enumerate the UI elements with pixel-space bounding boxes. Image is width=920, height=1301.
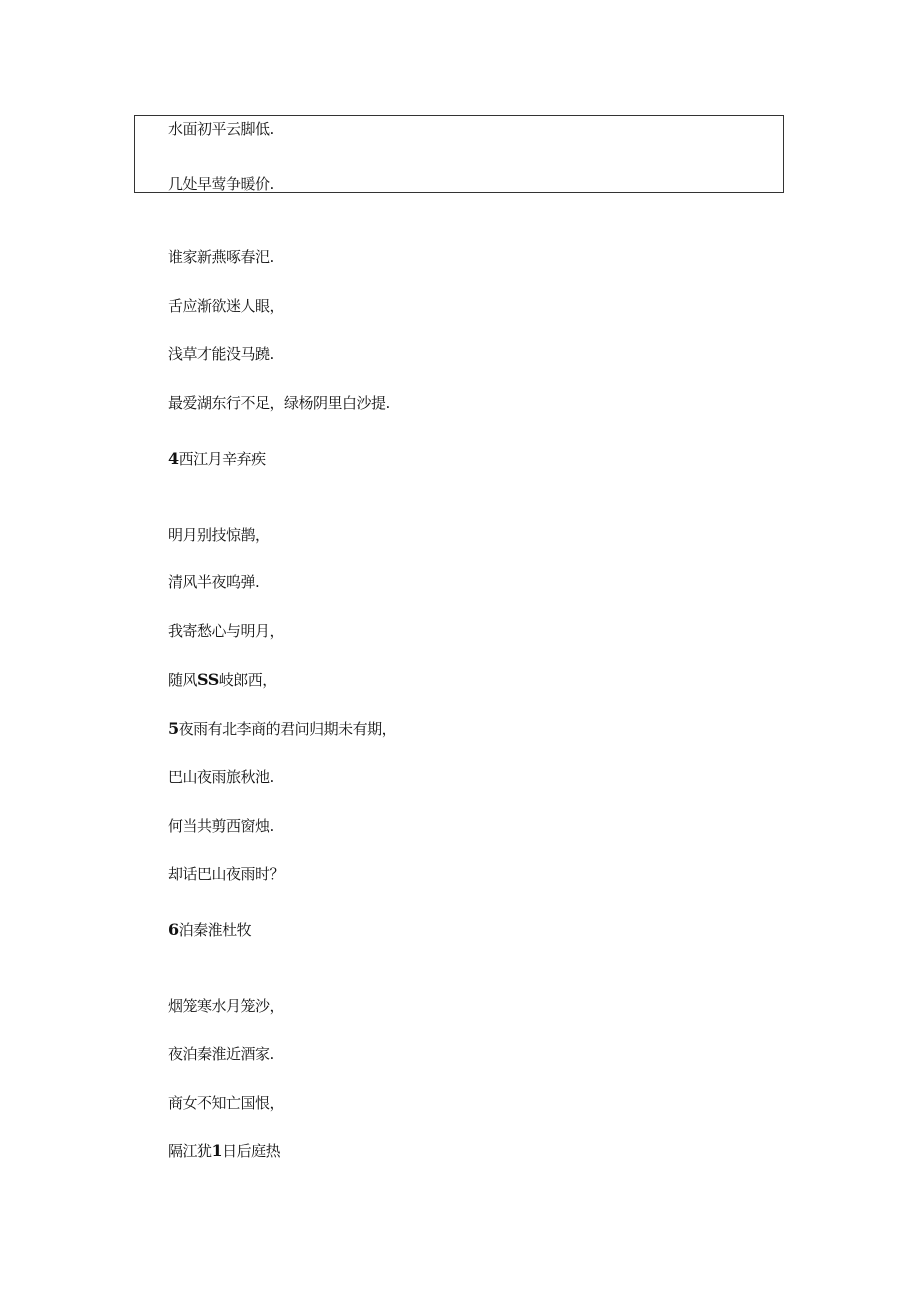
poem6-number: 6	[168, 920, 179, 939]
poem5-number: 5	[168, 719, 179, 738]
poem6-title: 泊秦淮杜牧	[178, 921, 252, 939]
poem3-line-3: 浅草才能没马蹺.	[168, 345, 274, 363]
poem6-heading	[168, 920, 251, 940]
poem4-line-1: 明月别技惊鹊，	[168, 526, 270, 544]
poem3-line-2: 舌应渐欲迷人眼，	[168, 297, 285, 315]
poem3-line-1: 谁家新燕啄春汜.	[168, 248, 274, 266]
poem4-line-3: 我寄愁心与明月，	[168, 622, 285, 640]
poem6-line-4-post: 日后庭热	[222, 1142, 281, 1160]
box-line-1: 水面初平云脚低.	[168, 120, 274, 138]
poem4-line-4-mid: SS	[197, 670, 219, 689]
poem6-line-1: 烟笼寒水月笼沙，	[168, 997, 285, 1015]
poem5-line-1: 巴山夜雨旅秋池.	[168, 768, 274, 786]
poem5-line-3: 却话巴山夜雨时？	[168, 865, 285, 883]
poem4-heading	[168, 449, 266, 469]
poem4-number: 4	[168, 449, 179, 468]
poem4-line-4-pre: 随风	[168, 671, 198, 689]
poem6-line-4	[168, 1141, 280, 1161]
poem6-line-3: 商女不知亡国恨，	[168, 1094, 285, 1112]
poem4-line-4-post: 岐郎西，	[218, 671, 277, 689]
poem6-line-4-mid: 1	[211, 1141, 223, 1160]
poem4-title: 西江月辛弃疾	[178, 450, 266, 468]
poem6-line-4-pre: 隔江犹	[168, 1142, 212, 1160]
poem3-line-4: 最爱湖东行不足，绿杨阴里白沙提.	[168, 394, 390, 412]
box-line-2: 几处早莺争暖价.	[168, 175, 274, 193]
poem5-heading	[168, 719, 396, 739]
poem4-line-4	[168, 670, 277, 690]
poem4-line-2: 清风半夜呜弹.	[168, 573, 260, 591]
poem6-line-2: 夜泊秦淮近酒家.	[168, 1045, 274, 1063]
poem5-title: 夜雨有北李商的君问归期未有期，	[178, 720, 397, 738]
poem5-line-2: 何当共剪西窗烛.	[168, 817, 274, 835]
